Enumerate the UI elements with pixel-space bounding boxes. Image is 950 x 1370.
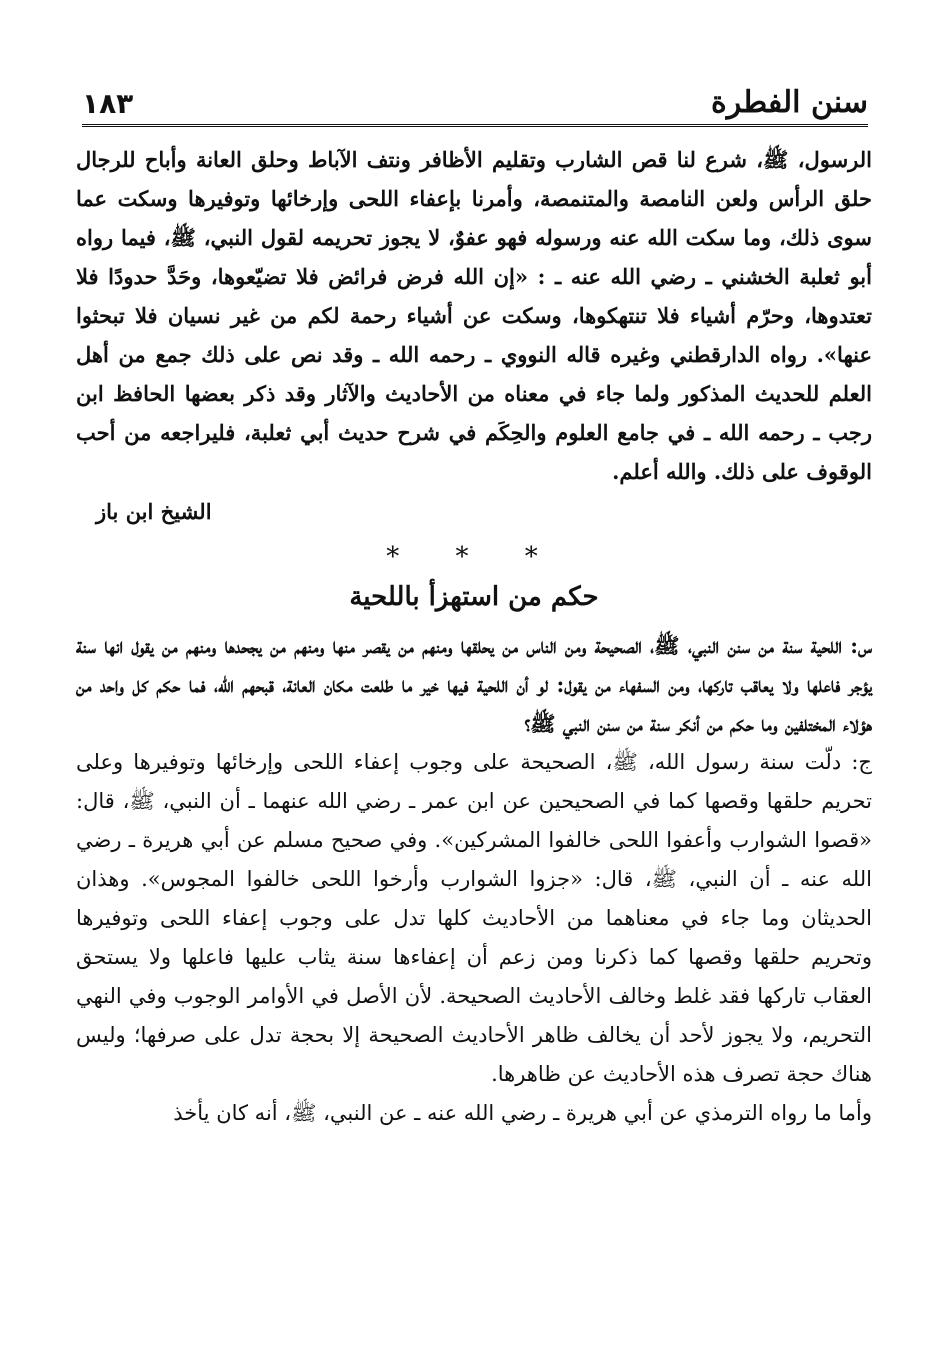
- answer-paragraph: ج: دلّت سنة رسول الله، ﷺ، الصحيحة على وجوب إعفاء اللحى وإرخائها وتوفيرها وعلى تحريم حلقها وقصها كما في الصحيحين عن ابن عمر ـ رضي الله عنهما ـ أن النبي، ﷺ، قال: «قصوا الشوارب وأعفوا اللحى خالفوا المشركين». وفي صحيح مسلم عن أبي هريرة ـ رضي الله عنه ـ أن النبي، ﷺ، قال: «جزوا الشوارب وأرخوا اللحى خالفوا المجوس». وهذان الحديثان وما جاء في معناهما من الأحاديث كلها تدل على وجوب إعفاء اللحى وتوفيرها وتحريم حلقها وقصها كما ذكرنا ومن زعم أن إعفاءها سنة يثاب عليها فاعلها ولا يستحق العقاب تاركها فقد غلط وخالف الأحاديث الصحيحة. لأن الأصل في الأوامر الوجوب وفي النهي التحريم، ولا يجوز لأحد أن يخالف ظاهر الأحاديث الصحيحة إلا بحجة تدل على صرفها؛ وليس هناك حجة تصرف هذه الأحاديث عن ظاهرها.: [76, 750, 872, 1086]
- section-title: حكم من استهزأ باللحية: [349, 582, 599, 612]
- fatwa-paragraph: الرسول، ﷺ، شرع لنا قص الشارب وتقليم الأظافر ونتف الآباط وحلق العانة وأباح للرجال حلق الرأس ولعن النامصة والمتنمصة، وأمرنا بإعفاء اللحى وإرخائها وتوفيرها وسكت عما سوى ذلك، وما سكت الله عنه ورسوله فهو عفوٌ، لا يجوز تحريمه لقول النبي، ﷺ، فيما رواه أبو ثعلبة الخشني ـ رضي الله عنه ـ : «إن الله فرض فرائض فلا تضيّعوها، وحَدَّ حدودًا فلا تعتدوها، وحرّم أشياء فلا تنتهكوها، وسكت عن أشياء رحمة لكم من غير نسيان فلا تبحثوا عنها». رواه الدارقطني وغيره قاله النووي ـ رحمه الله ـ وقد نص على ذلك جمع من أهل العلم للحديث المذكور ولما جاء في معناه من الأحاديث والآثار وقد ذكر بعضها الحافظ ابن رجب ـ رحمه الله ـ في جامع العلوم والحِكَم في شرح حديث أبي ثعلبة، فليراجعه من أحب الوقوف على ذلك. والله أعلم.: [76, 147, 872, 484]
- continuation-paragraph: وأما ما رواه الترمذي عن أبي هريرة ـ رضي الله عنه ـ عن النبي، ﷺ، أنه كان يأخذ: [173, 1101, 872, 1125]
- section-separator: * * *: [386, 542, 562, 572]
- page-header: [82, 70, 868, 127]
- page-number: ١٨٣: [82, 87, 134, 120]
- question-paragraph: س: اللحية سنة من سنن النبي، ﷺ، الصحيحة ومن الناس من يحلقها ومنهم من يقصر منها ومنهم من يجحدها ومنهم من يقول انها سنة يؤجر فاعلها ولا يعاقب تاركها، ومن السفهاء من يقول: لو أن اللحية فيها خير ما طلعت مكان العانة، قبحهم الله، فما حكم كل واحد من هؤلاء المختلفين وما حكم من أنكر سنة من سنن النبي ﷺ؟: [76, 633, 872, 736]
- fatwa-signature: الشيخ ابن باز: [96, 499, 212, 524]
- running-title: سنن الفطرة: [710, 85, 868, 120]
- page-body: [76, 140, 872, 1133]
